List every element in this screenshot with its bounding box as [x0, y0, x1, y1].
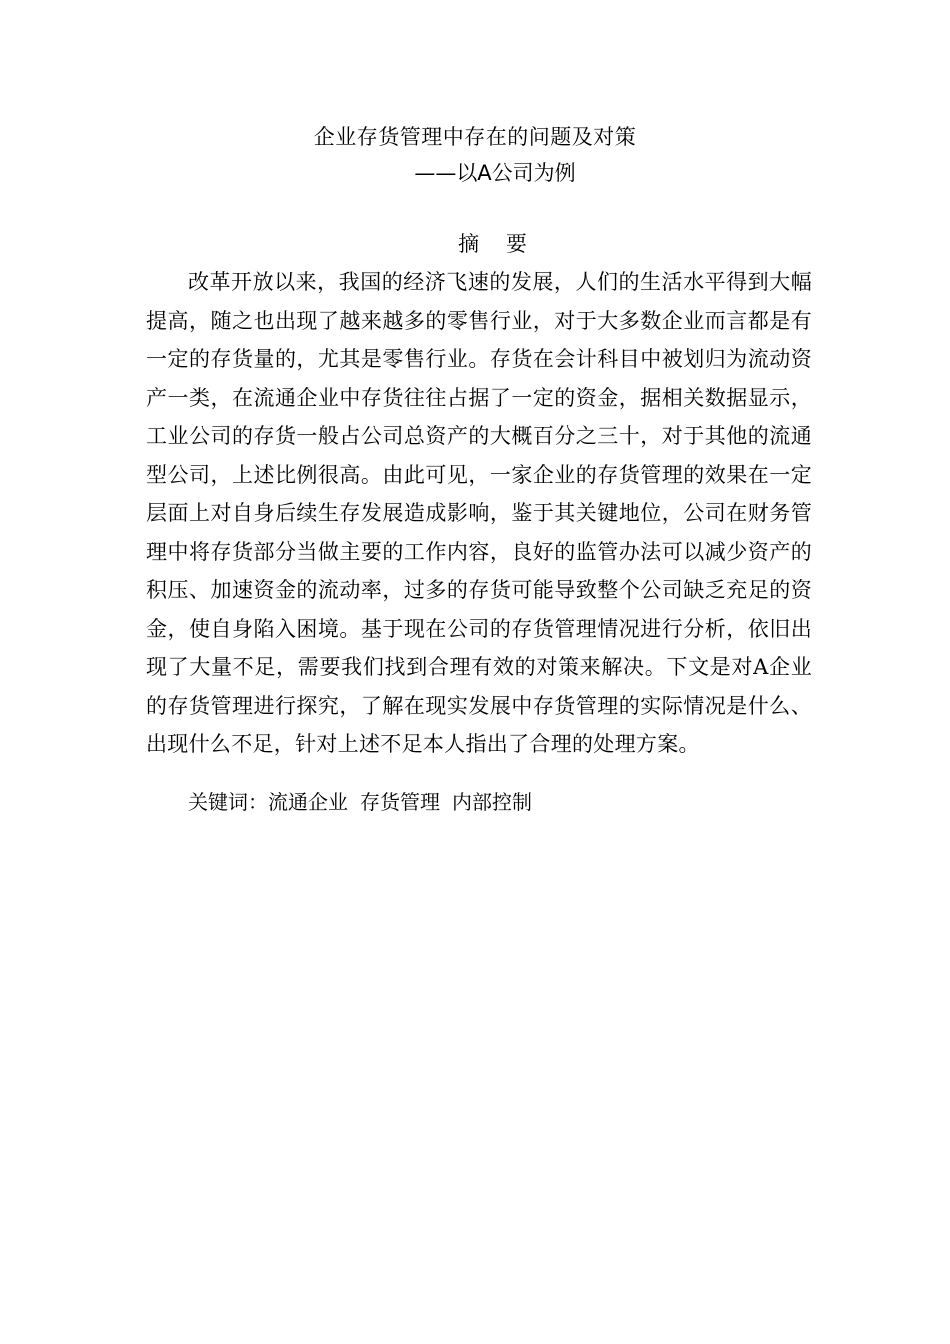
abstract-body: 改革开放以来，我国的经济飞速的发展，人们的生活水平得到大幅提高，随之也出现了越来越多的零售行业，对于大多数企业而言都是有一定的存货量的，尤其是零售行业。存货在会计科目中被划归为流动资产一类，在流通企业中存货往往占据了一定的资金，据相关数据显示，工业公司的存货一般占公司总资产的大概百分之三十，对于其他的流通型公司，上述比例很高。由此可见，一家企业的存货管理的效果在一定层面上对自身后续生存发展造成影响，鉴于其关键地位，公司在财务管理中将存货部分当做主要的工作内容，良好的监管办法可以减少资产的积压、加速资金的流动率，过多的存货可能导致整个公司缺乏充足的资金，使自身陷入困境。基于现在公司的存货管理情况进行分析，依旧出现了大量不足，需要我们找到合理有效的对策来解决。下文是对A企业的存货管理进行探究，了解在现实发展中存货管理的实际情况是什么、出现什么不足，针对上述不足本人指出了合理的处理方案。 — [146, 270, 812, 756]
keyword-item: 存货管理 — [360, 790, 440, 814]
keywords-list — [268, 790, 544, 814]
document-subtitle: ——以A公司为例 — [414, 161, 576, 185]
document-title: 企业存货管理中存在的问题及对策 — [313, 125, 637, 149]
abstract-heading: 摘 要 — [458, 232, 537, 256]
keyword-item: 流通企业 — [268, 790, 348, 814]
keywords-label: 关键词： — [188, 790, 268, 814]
keywords-line — [188, 785, 808, 819]
keyword-item: 内部控制 — [452, 790, 532, 814]
